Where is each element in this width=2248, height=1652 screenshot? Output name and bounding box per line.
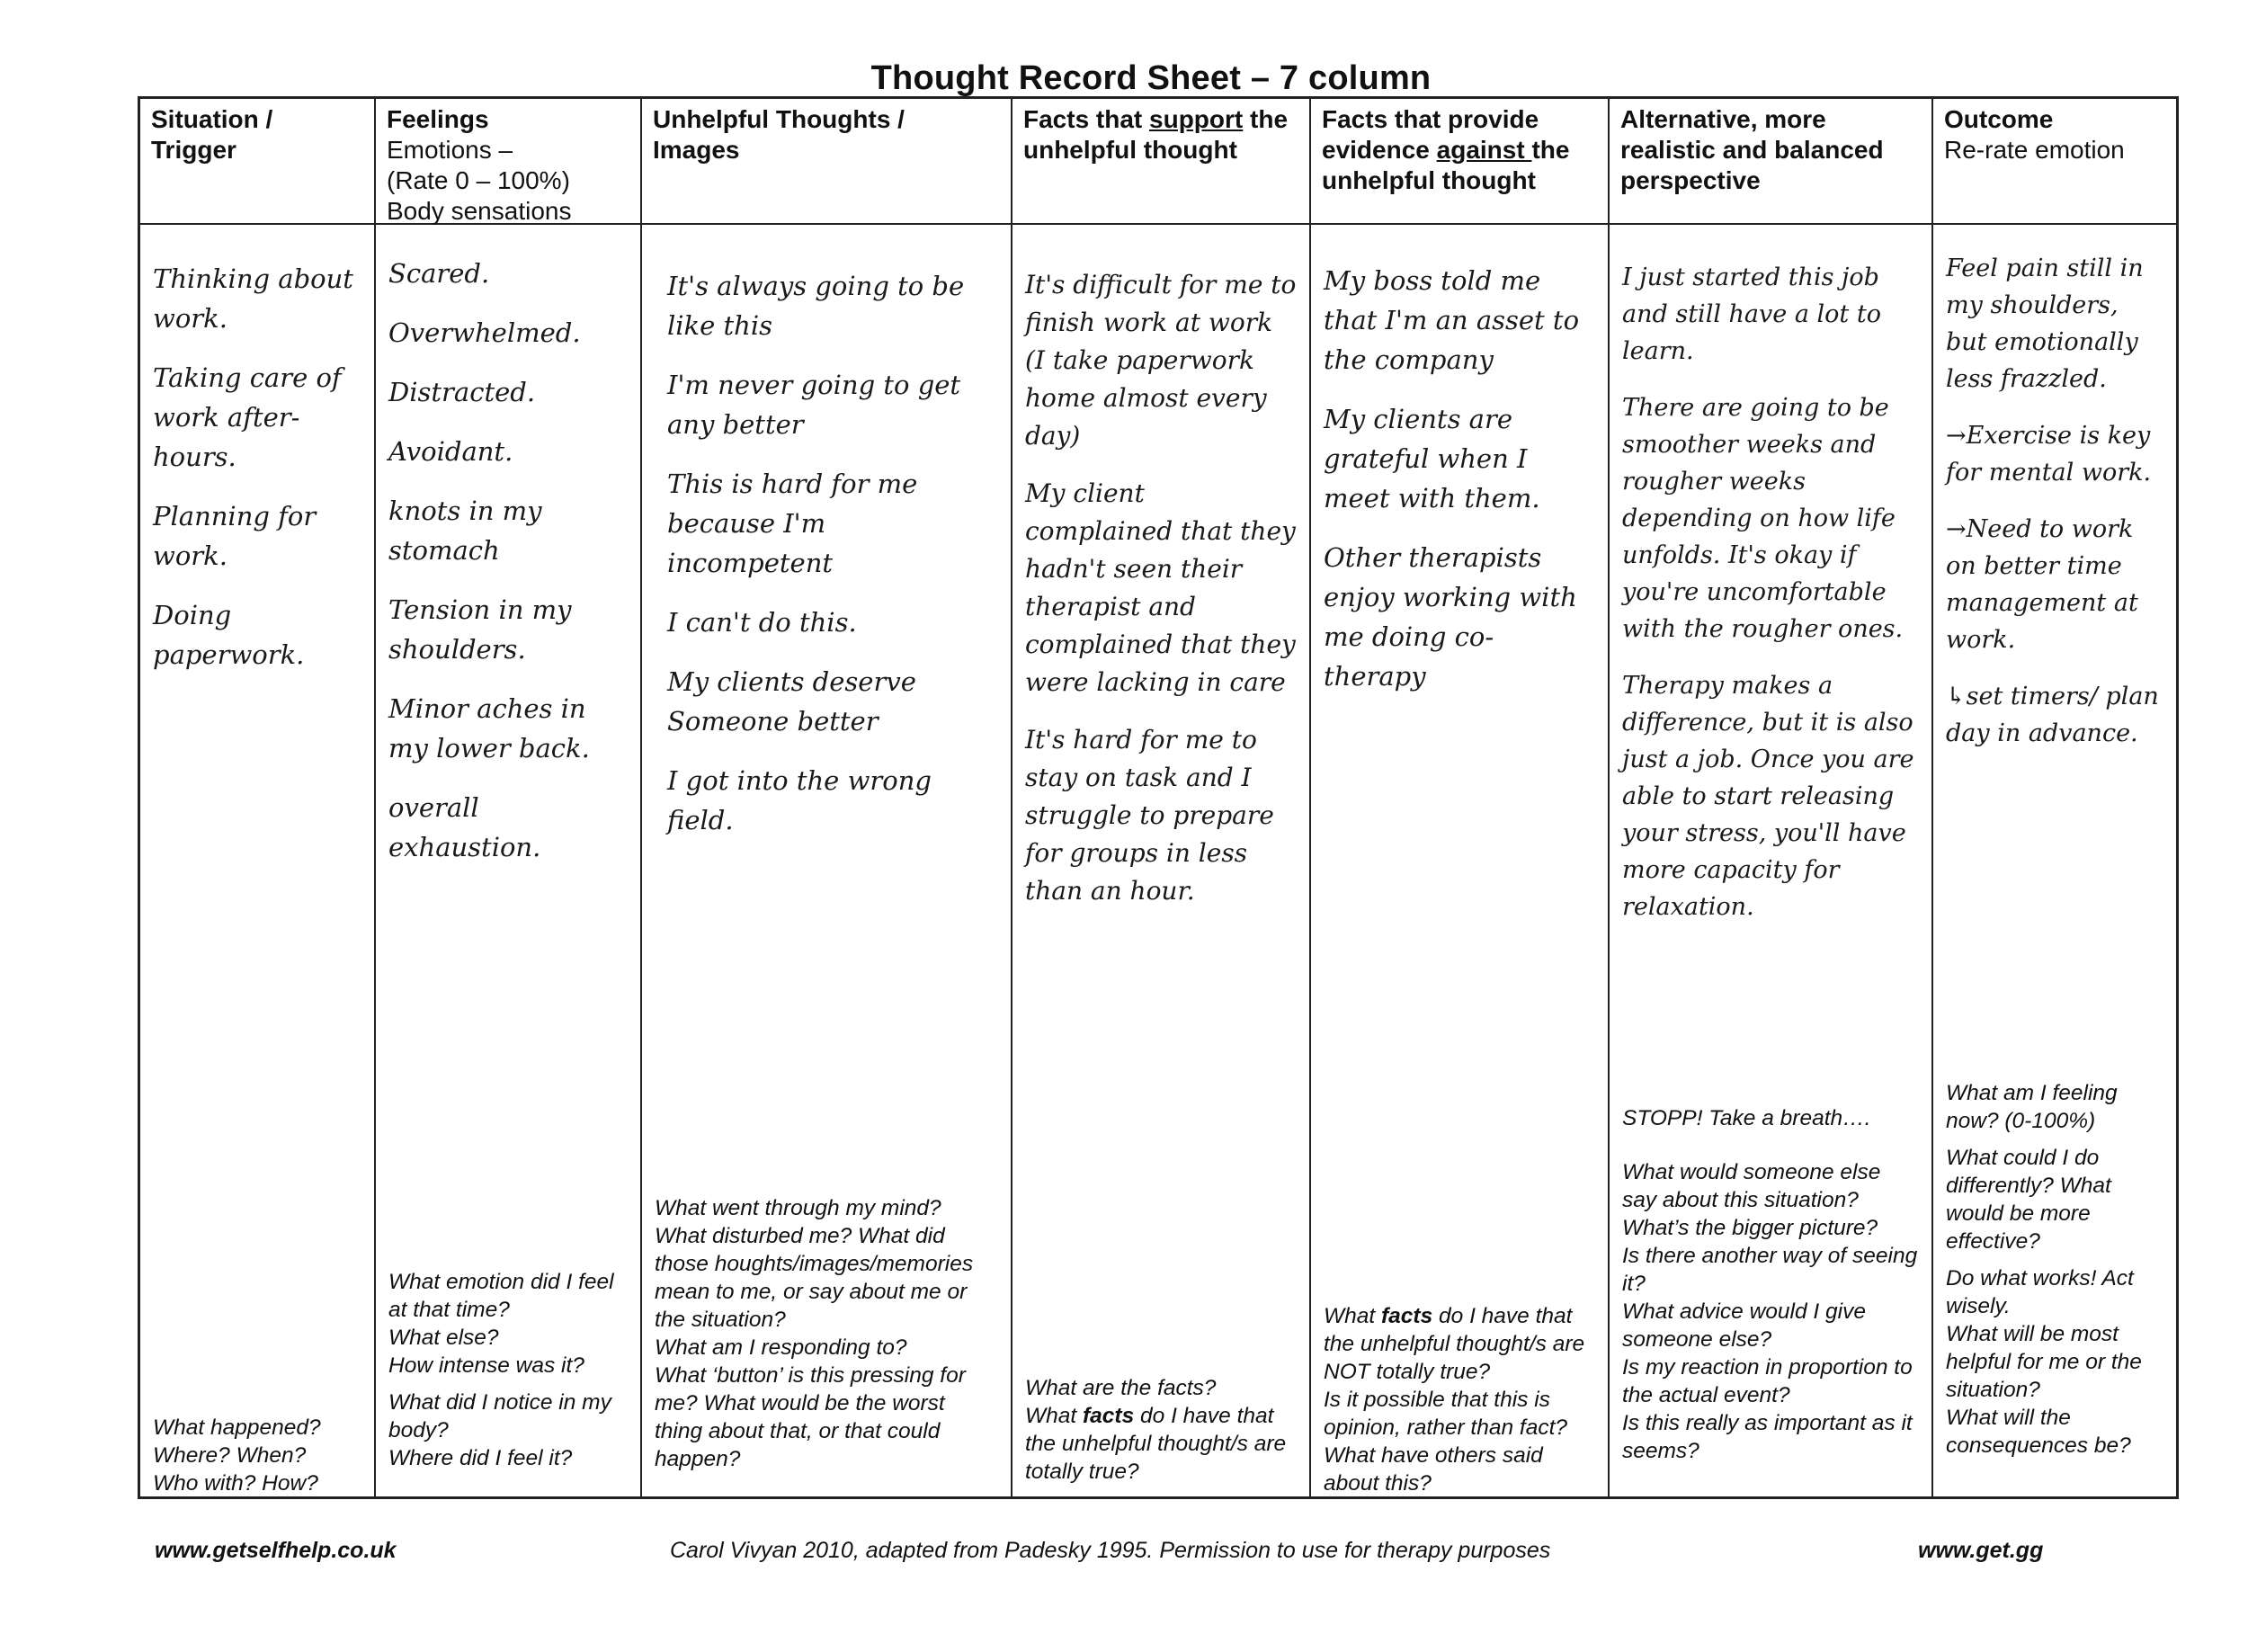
entry: →Need to work on better time management at work. — [1946, 515, 2138, 654]
header-text: Alternative, more realistic and balanced perspective — [1620, 105, 1884, 194]
handwritten-entries — [1610, 259, 1931, 945]
entry: There are going to be smoother weeks and rougher weeks depending on how life unfolds. It's okay if you're uncomfortable with the rougher ones. — [1622, 394, 1904, 643]
header-text: (Rate 0 – 100%) — [387, 166, 570, 194]
prompt — [1324, 1302, 1595, 1386]
entry: Overwhelmed. — [388, 317, 581, 348]
entry: It's difficult for me to finish work at work (I take paperwork home almost every day) — [1025, 270, 1297, 451]
prompt: What went through my mind? — [655, 1196, 941, 1220]
prompt: Is my reaction in proportion to the actual event? — [1622, 1355, 1913, 1407]
header-text-part: Facts that provide evidence — [1322, 105, 1539, 164]
column-supporting-facts — [1011, 99, 1309, 1496]
prompt: Where? When? — [153, 1443, 307, 1468]
header-text: Body sensations — [387, 197, 572, 225]
column-opposing-facts — [1309, 99, 1608, 1496]
header-text: Unhelpful Thoughts / — [653, 105, 905, 133]
prompt: Who with? How? — [153, 1471, 318, 1496]
prompt: What have others said about this? — [1324, 1443, 1543, 1496]
entry: Thinking about work. — [153, 263, 353, 334]
entry: Avoidant. — [388, 436, 513, 467]
column-header — [642, 99, 1011, 223]
entry: My clients are grateful when I meet with them. — [1324, 404, 1540, 513]
footer-website-link[interactable]: www.getselfhelp.co.uk — [155, 1538, 397, 1563]
entry: I just started this job and still have a lot to learn. — [1622, 263, 1881, 365]
prompt: What disturbed me? What did those houghts/images/memories mean to me, or say about me or the situation? — [655, 1224, 974, 1332]
header-text — [1023, 104, 1298, 165]
entry: knots in my stomach — [388, 496, 542, 566]
column-unhelpful-thoughts — [640, 99, 1011, 1496]
entry: It's always going to be like this — [667, 271, 965, 341]
column-situation — [140, 99, 374, 1496]
column-header — [140, 99, 374, 223]
prompt: Is this really as important as it seems? — [1622, 1411, 1913, 1463]
entry: I'm never going to get any better — [667, 370, 961, 440]
prompt — [1025, 1402, 1297, 1486]
header-text-part: the unhelpful thought — [1322, 136, 1570, 194]
header-text-part: Facts that — [1023, 105, 1150, 133]
entry: I can't do this. — [667, 607, 857, 638]
entry: →Exercise is key for mental work. — [1946, 422, 2152, 487]
prompt: Is it possible that this is opinion, rather than fact? — [1324, 1388, 1568, 1440]
header-underlined: against — [1436, 136, 1532, 164]
header-text: Outcome — [1944, 105, 2054, 133]
entry: Other therapists enjoy working with me doing co-therapy — [1324, 542, 1577, 692]
handwritten-entries — [642, 266, 1011, 860]
prompt-part: do I have that the unhelpful thought/s are NOT totally true? — [1324, 1304, 1585, 1384]
prompt: What happened? — [153, 1415, 321, 1440]
entry: Taking care of work after-hours. — [153, 362, 342, 472]
guidance-prompts — [1311, 1302, 1608, 1497]
entry: Scared. — [388, 258, 490, 289]
guidance-prompts — [1933, 1079, 2176, 1460]
handwritten-entries — [1933, 250, 2176, 772]
header-text: Trigger — [151, 136, 236, 164]
footer-short-link[interactable]: www.get.gg — [1918, 1538, 2044, 1563]
prompt: What else? — [388, 1326, 499, 1350]
entry: Therapy makes a difference, but it is also just a job. Once you are able to start releasing your stress, you'll have more capacity for relaxation. — [1622, 672, 1914, 921]
prompt: What will be most helpful for me or the situation? — [1946, 1322, 2142, 1402]
prompt-part: What — [1025, 1404, 1083, 1428]
thought-record-table — [138, 96, 2179, 1499]
entry: ↳set timers/ plan day in advance. — [1946, 683, 2159, 747]
header-text: Situation / — [151, 105, 273, 133]
entry: This is hard for me because I'm incompetent — [667, 469, 918, 578]
prompt: What did I notice in my body? — [388, 1390, 611, 1442]
entry: My clients deserve Someone better — [667, 666, 916, 737]
column-header — [376, 99, 640, 223]
column-outcome — [1931, 99, 2176, 1496]
guidance-prompts — [642, 1194, 1011, 1473]
header-text: Feelings — [387, 105, 489, 133]
page-title: Thought Record Sheet – 7 column — [870, 59, 1432, 97]
header-text: Emotions – — [387, 136, 513, 164]
entry: My client complained that they hadn't seen their therapist and complained that they were lacking in care — [1025, 478, 1296, 697]
prompt: Is there another way of seeing it? — [1622, 1244, 1918, 1296]
prompt: What am I responding to? — [655, 1335, 907, 1360]
prompt: What are the facts? — [1025, 1376, 1217, 1400]
prompt-part: What — [1324, 1304, 1381, 1328]
column-header — [1311, 99, 1608, 223]
prompt: What could I do differently? What would be more effective? — [1946, 1146, 2111, 1254]
prompt: What am I feeling now? (0-100%) — [1946, 1081, 2118, 1133]
header-text: Images — [653, 136, 740, 164]
guidance-prompts — [1610, 1158, 1931, 1465]
footer-attribution: Carol Vivyan 2010, adapted from Padesky 1995. Permission to use for therapy purposes — [670, 1538, 1551, 1563]
handwritten-entries — [140, 259, 374, 694]
prompt-emphasis: facts — [1083, 1404, 1135, 1428]
entry: My boss told me that I'm an asset to the company — [1324, 265, 1580, 375]
guidance-prompts — [1012, 1374, 1309, 1486]
prompt: What emotion did I feel at that time? — [388, 1270, 614, 1322]
prompt: What ‘button’ is this pressing for me? What would be the worst thing about that, or that could happen? — [655, 1363, 966, 1471]
stopp-text: STOPP! Take a breath…. — [1622, 1106, 1871, 1130]
stopp-reminder — [1610, 1104, 1931, 1132]
header-underlined: support — [1149, 105, 1244, 133]
prompt-part: do I have that the unhelpful thought/s are totally true? — [1025, 1404, 1287, 1484]
column-header — [1610, 99, 1931, 223]
prompt: What would someone else say about this situation? — [1622, 1160, 1881, 1212]
entry: Distracted. — [388, 377, 536, 407]
entry: I got into the wrong field. — [667, 765, 932, 835]
handwritten-entries — [1311, 261, 1608, 716]
column-header — [1933, 99, 2176, 223]
entry: Planning for work. — [153, 501, 317, 571]
prompt: What advice would I give someone else? — [1622, 1299, 1866, 1352]
entry: It's hard for me to stay on task and I struggle to prepare for groups in less than an hour. — [1025, 725, 1274, 906]
prompt-emphasis: facts — [1381, 1304, 1433, 1328]
entry: Feel pain still in my shoulders, but emotionally less frazzled. — [1946, 254, 2144, 393]
prompt: What will the consequences be? — [1946, 1406, 2131, 1458]
entry: Tension in my shoulders. — [388, 594, 572, 665]
prompt: Where did I feel it? — [388, 1446, 573, 1470]
column-alternative-perspective — [1608, 99, 1931, 1496]
handwritten-entries — [376, 254, 640, 887]
guidance-prompts — [140, 1414, 374, 1497]
prompt: Do what works! Act wisely. — [1946, 1266, 2134, 1318]
handwritten-entries — [1012, 266, 1309, 930]
entry: Minor aches in my lower back. — [388, 693, 590, 763]
prompt: What’s the bigger picture? — [1622, 1216, 1878, 1240]
header-text-part: the unhelpful thought — [1023, 105, 1289, 164]
column-feelings — [374, 99, 640, 1496]
guidance-prompts — [376, 1268, 640, 1472]
prompt: How intense was it? — [388, 1353, 584, 1378]
header-text: Re-rate emotion — [1944, 136, 2125, 164]
entry: overall exhaustion. — [388, 792, 541, 862]
column-header — [1012, 99, 1309, 223]
entry: Doing paperwork. — [153, 600, 305, 670]
header-text — [1322, 104, 1597, 196]
